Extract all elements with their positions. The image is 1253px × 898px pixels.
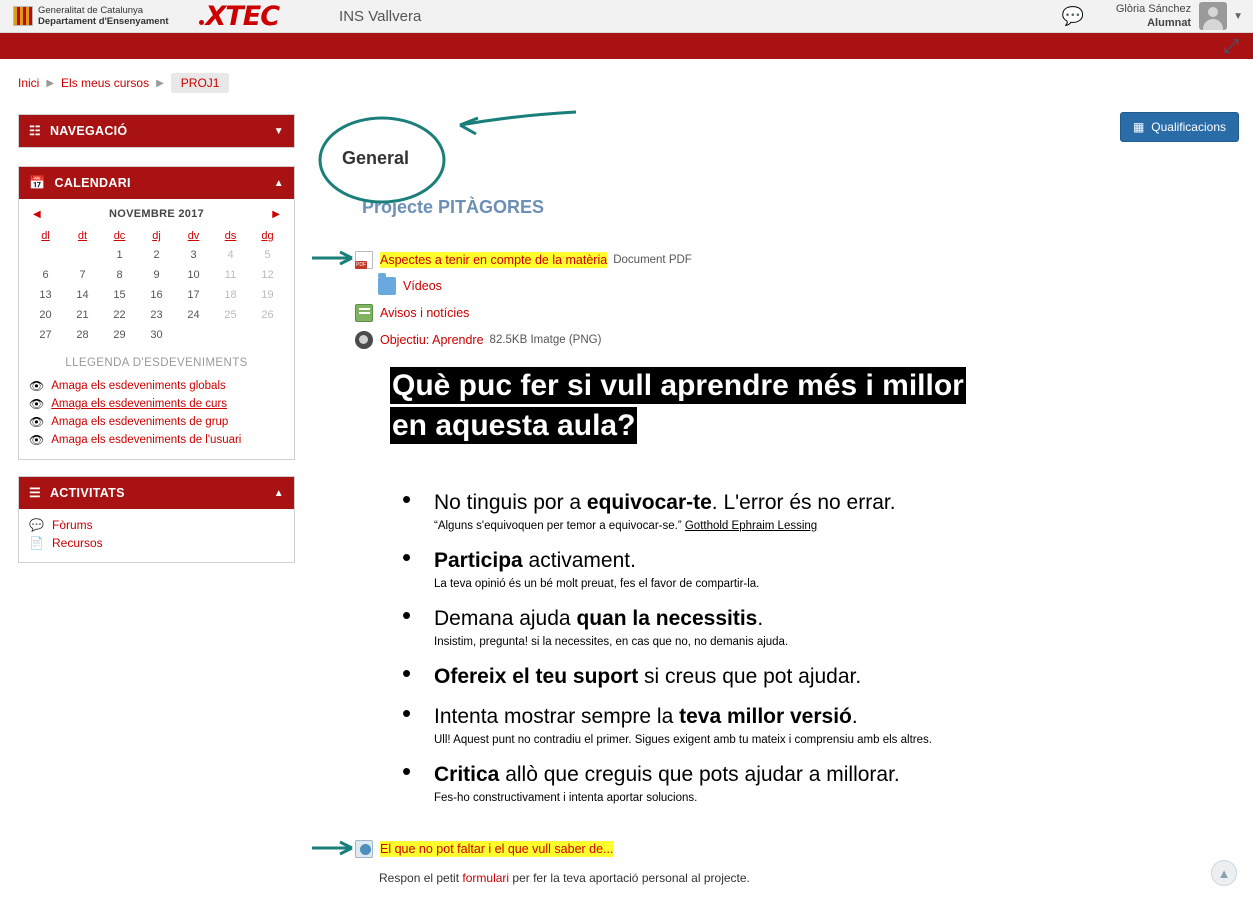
headline-line-1: Què puc fer si vull aprendre més i millor — [392, 369, 964, 402]
calendar-week-row — [27, 265, 286, 285]
calendar-day[interactable]: 17 — [187, 289, 200, 301]
generalitat-line1: Generalitat de Catalunya — [38, 5, 144, 16]
resource-item-url-form[interactable] — [355, 840, 613, 858]
list-item-text-bold: Ofereix el teu suport — [434, 665, 639, 688]
list-item — [398, 664, 1098, 690]
calendar-weekday: ds — [224, 230, 237, 242]
calendar-day[interactable]: 4 — [227, 249, 234, 261]
list-item-text-after: activament. — [522, 549, 636, 572]
brand-band — [0, 33, 1253, 59]
legend-item-global-label[interactable]: Amaga els esdeveniments globals — [51, 380, 226, 392]
eye-icon: 👁 — [29, 397, 45, 411]
generalitat-line2: Departament d'Ensenyament — [38, 16, 169, 27]
list-item-text-before: Demana ajuda — [434, 607, 577, 630]
legend-item-group-label[interactable]: Amaga els esdeveniments de grup — [51, 416, 229, 428]
calendar-day[interactable] — [27, 245, 64, 265]
calendar-weekday-row — [27, 227, 286, 245]
list-item-text — [434, 490, 1098, 516]
calendar-legend-title: LLEGENDA D'ESDEVENIMENTS — [65, 357, 248, 369]
resource-item-news-forum-label[interactable]: Avisos i notícies — [380, 306, 470, 320]
avatar[interactable] — [1199, 2, 1227, 30]
form-note-after: per fer la teva aportació personal al projecte. — [509, 871, 750, 885]
chat-bubble-icon[interactable]: 💬 — [1061, 5, 1084, 26]
block-activities-title: ACTIVITATS — [49, 486, 125, 500]
calendar-day[interactable]: 22 — [113, 309, 126, 321]
image-file-icon — [355, 331, 373, 349]
list-item-text-bold: Critica — [434, 763, 500, 786]
site-name: INS Vallvera — [339, 7, 422, 25]
activities-icon: ☰ — [29, 485, 41, 500]
form-note-link[interactable]: formulari — [462, 871, 510, 885]
list-item-subtext: Fes-ho constructivament i intenta aportar solucions. — [434, 792, 698, 804]
chevron-up-icon-calendar[interactable]: ▲ — [273, 177, 284, 189]
legend-item-user[interactable] — [27, 431, 286, 449]
list-item-subtext — [434, 519, 1098, 534]
calendar-day[interactable]: 2 — [153, 249, 160, 261]
grades-button[interactable] — [1120, 112, 1239, 142]
pdf-file-icon — [355, 251, 373, 269]
calendar-day[interactable]: 16 — [150, 289, 163, 301]
folder-icon — [378, 277, 396, 295]
list-item-text-bold: quan la necessitis — [576, 607, 758, 630]
list-item-text-before: Intenta mostrar sempre la — [434, 705, 680, 728]
headline-banner — [390, 366, 1048, 446]
calendar-day[interactable]: 11 — [224, 269, 237, 281]
list-item — [398, 606, 1098, 650]
section-title: General — [342, 148, 410, 168]
resource-item-news-forum[interactable] — [355, 304, 469, 322]
top-bar-right — [1061, 2, 1243, 30]
calendar-day[interactable]: 12 — [261, 269, 274, 281]
form-note — [379, 871, 750, 885]
sidebar-item-forums-label[interactable]: Fòrums — [52, 518, 93, 532]
form-note-before: Respon el petit — [379, 871, 463, 885]
url-link-icon — [355, 840, 373, 858]
xtec-logo[interactable] — [199, 1, 280, 32]
calendar-day[interactable]: 24 — [187, 309, 200, 321]
calendar-legend-list — [27, 377, 286, 449]
calendar-day[interactable] — [212, 325, 249, 345]
advice-list — [398, 490, 1098, 820]
calendar-day[interactable]: 19 — [261, 289, 274, 301]
user-name: Glòria Sánchez — [1115, 3, 1192, 15]
calendar-month-label: NOVEMBRE 2017 — [109, 208, 204, 220]
resource-item-image-meta: 82.5KB Imatge (PNG) — [489, 334, 602, 346]
list-item-text-after: allò que creguis que pots ajudar a millorar. — [499, 763, 900, 786]
eye-icon: 👁 — [29, 415, 45, 429]
list-item-text — [434, 704, 1098, 730]
sidebar-item-resources-label[interactable]: Recursos — [52, 536, 103, 550]
resource-item-image-label[interactable]: Objectiu: Aprendre — [380, 333, 484, 347]
calendar-day[interactable]: 15 — [113, 289, 126, 301]
resource-item-videos-label[interactable]: Vídeos — [403, 279, 442, 293]
sidebar-item-resources[interactable] — [29, 534, 284, 552]
calendar-nav — [27, 205, 286, 223]
list-item — [398, 548, 1098, 592]
calendar-day[interactable]: 21 — [76, 309, 89, 321]
chevron-up-icon-activities[interactable]: ▲ — [273, 487, 284, 499]
sidebar-item-forums[interactable] — [29, 516, 284, 534]
block-navigation — [18, 114, 295, 148]
legend-item-course-label[interactable]: Amaga els esdeveniments de curs — [51, 398, 228, 410]
list-item-subtext-underlined: Gotthold Ephraim Lessing — [684, 520, 818, 532]
block-calendar-title: CALENDARI — [54, 176, 131, 190]
block-activities-body — [19, 509, 294, 562]
calendar-icon: 📅 — [29, 175, 46, 190]
sitemap-icon: ☷ — [29, 123, 41, 138]
chevron-down-icon-nav[interactable]: ▼ — [273, 125, 284, 137]
list-item — [398, 762, 1098, 806]
calendar-day[interactable]: 13 — [39, 289, 52, 301]
calendar-day[interactable]: 10 — [187, 269, 200, 281]
list-item-subtext: La teva opinió és un bé molt preuat, fes el favor de compartir-la. — [434, 578, 760, 590]
xtec-logo-text: XTEC — [205, 0, 280, 32]
block-navigation-header[interactable] — [19, 115, 294, 147]
calendar-day[interactable]: 30 — [150, 329, 163, 341]
calendar-day[interactable]: 3 — [190, 249, 197, 261]
top-bar — [0, 0, 1253, 33]
legend-item-course[interactable] — [27, 395, 286, 413]
calendar-day[interactable]: 6 — [42, 269, 49, 281]
list-item-text — [434, 664, 1098, 690]
calendar-weekday: dt — [77, 230, 88, 242]
calendar-day[interactable] — [64, 245, 101, 265]
block-activities-header[interactable] — [19, 477, 294, 509]
block-calendar — [18, 166, 295, 460]
calendar-week-row — [27, 305, 286, 325]
calendar-weekday: dj — [152, 230, 161, 242]
list-item-text-bold: Participa — [434, 549, 523, 572]
breadcrumb-item-proj1[interactable]: PROJ1 — [171, 73, 230, 93]
calendar-weekday: dv — [187, 230, 200, 242]
calendar-week-row — [27, 285, 286, 305]
grades-button-label: Qualificacions — [1151, 120, 1226, 134]
list-item-subtext-before: “Alguns s'equivoquen per temor a equivocar-se.” — [434, 520, 685, 532]
resource-item-image[interactable] — [355, 331, 601, 349]
resource-item-videos[interactable] — [378, 277, 442, 295]
eye-icon: 👁 — [29, 379, 45, 393]
list-item — [398, 704, 1098, 748]
grid-icon: ▦ — [1132, 120, 1145, 134]
resource-item-pdf-label[interactable]: Aspectes a tenir en compte de la matèria — [380, 253, 608, 267]
list-item-text-bold: equivocar-te — [586, 491, 712, 514]
headline-line-2: en aquesta aula? — [392, 408, 636, 442]
calendar-day[interactable]: 7 — [79, 269, 86, 281]
calendar-day[interactable]: 29 — [113, 329, 126, 341]
calendar-body — [19, 199, 294, 459]
calendar-next-icon[interactable]: ▶ — [272, 208, 280, 220]
resource-item-pdf[interactable] — [355, 251, 692, 269]
generalitat-logo[interactable] — [13, 5, 169, 27]
breadcrumb-separator-icon-2: ▶ — [156, 77, 164, 89]
calendar-table — [27, 227, 286, 345]
calendar-day[interactable]: 27 — [39, 329, 52, 341]
calendar-day[interactable]: 1 — [116, 249, 123, 261]
list-item-text-after: . — [851, 705, 858, 728]
legend-item-group[interactable] — [27, 413, 286, 431]
list-item-text — [434, 762, 1098, 788]
list-item — [398, 490, 1098, 534]
calendar-prev-icon[interactable]: ◀ — [33, 208, 41, 220]
calendar-day[interactable]: 23 — [150, 309, 163, 321]
chevron-down-icon[interactable]: ▼ — [1233, 10, 1243, 22]
list-item-text-after: si creus que pot ajudar. — [638, 665, 862, 688]
calendar-day[interactable]: 25 — [224, 309, 237, 321]
forum-icon-main — [355, 304, 373, 322]
calendar-week-row — [27, 245, 286, 265]
list-item-text-bold: teva millor versió — [679, 705, 852, 728]
list-item-text-after: . L'error és no errar. — [711, 491, 896, 514]
breadcrumb — [18, 73, 229, 93]
block-calendar-header[interactable] — [19, 167, 294, 199]
calendar-weekday: dl — [41, 230, 50, 242]
breadcrumb-item-els-meus-cursos[interactable]: Els meus cursos — [61, 76, 150, 90]
list-item-subtext: Insistim, pregunta! si la necessites, en cas que no, no demanis ajuda. — [434, 636, 789, 648]
calendar-day[interactable] — [175, 325, 212, 345]
user-role: Alumnat — [1147, 17, 1192, 29]
calendar-day[interactable]: 28 — [76, 329, 89, 341]
calendar-day[interactable] — [249, 325, 286, 345]
user-info[interactable] — [1116, 2, 1191, 30]
expand-fullscreen-icon[interactable]: ⤢ — [1223, 36, 1239, 57]
list-item-text — [434, 606, 1098, 632]
xtec-dot-icon — [199, 20, 204, 25]
generalitat-logo-text — [38, 5, 169, 27]
project-title: Projecte PITÀGORES — [362, 197, 545, 217]
list-item-text-before: No tinguis por a — [434, 491, 587, 514]
resource-item-url-form-label[interactable]: El que no pot faltar i el que vull saber de... — [380, 842, 614, 856]
block-activities — [18, 476, 295, 563]
list-item-text — [434, 548, 1098, 574]
resources-icon: 📄 — [29, 536, 44, 550]
resource-item-pdf-meta: Document PDF — [613, 254, 692, 266]
calendar-day[interactable]: 20 — [39, 309, 52, 321]
calendar-day[interactable]: 14 — [76, 289, 89, 301]
calendar-day[interactable]: 8 — [116, 269, 123, 281]
forum-icon: 💬 — [29, 518, 44, 532]
block-navigation-title: NAVEGACIÓ — [49, 124, 128, 138]
back-to-top-button[interactable]: ▲ — [1211, 860, 1237, 886]
eye-icon: 👁 — [29, 433, 45, 447]
calendar-day[interactable]: 9 — [153, 269, 160, 281]
calendar-day[interactable]: 5 — [264, 249, 271, 261]
calendar-weekday: dg — [261, 230, 274, 242]
catalonia-flag-icon — [13, 6, 33, 26]
legend-item-global[interactable] — [27, 377, 286, 395]
list-item-subtext: Ull! Aquest punt no contradiu el primer. Sigues exigent amb tu mateix i comprensiu amb els altres. — [434, 734, 932, 746]
calendar-week-row — [27, 325, 286, 345]
breadcrumb-separator-icon: ▶ — [46, 77, 55, 89]
calendar-day[interactable]: 26 — [261, 309, 274, 321]
breadcrumb-item-inici[interactable]: Inici — [18, 76, 40, 90]
legend-item-user-label[interactable]: Amaga els esdeveniments de l'usuari — [51, 434, 242, 446]
list-item-text-after: . — [757, 607, 764, 630]
calendar-day[interactable]: 18 — [224, 289, 237, 301]
calendar-weekday: dc — [113, 230, 126, 242]
